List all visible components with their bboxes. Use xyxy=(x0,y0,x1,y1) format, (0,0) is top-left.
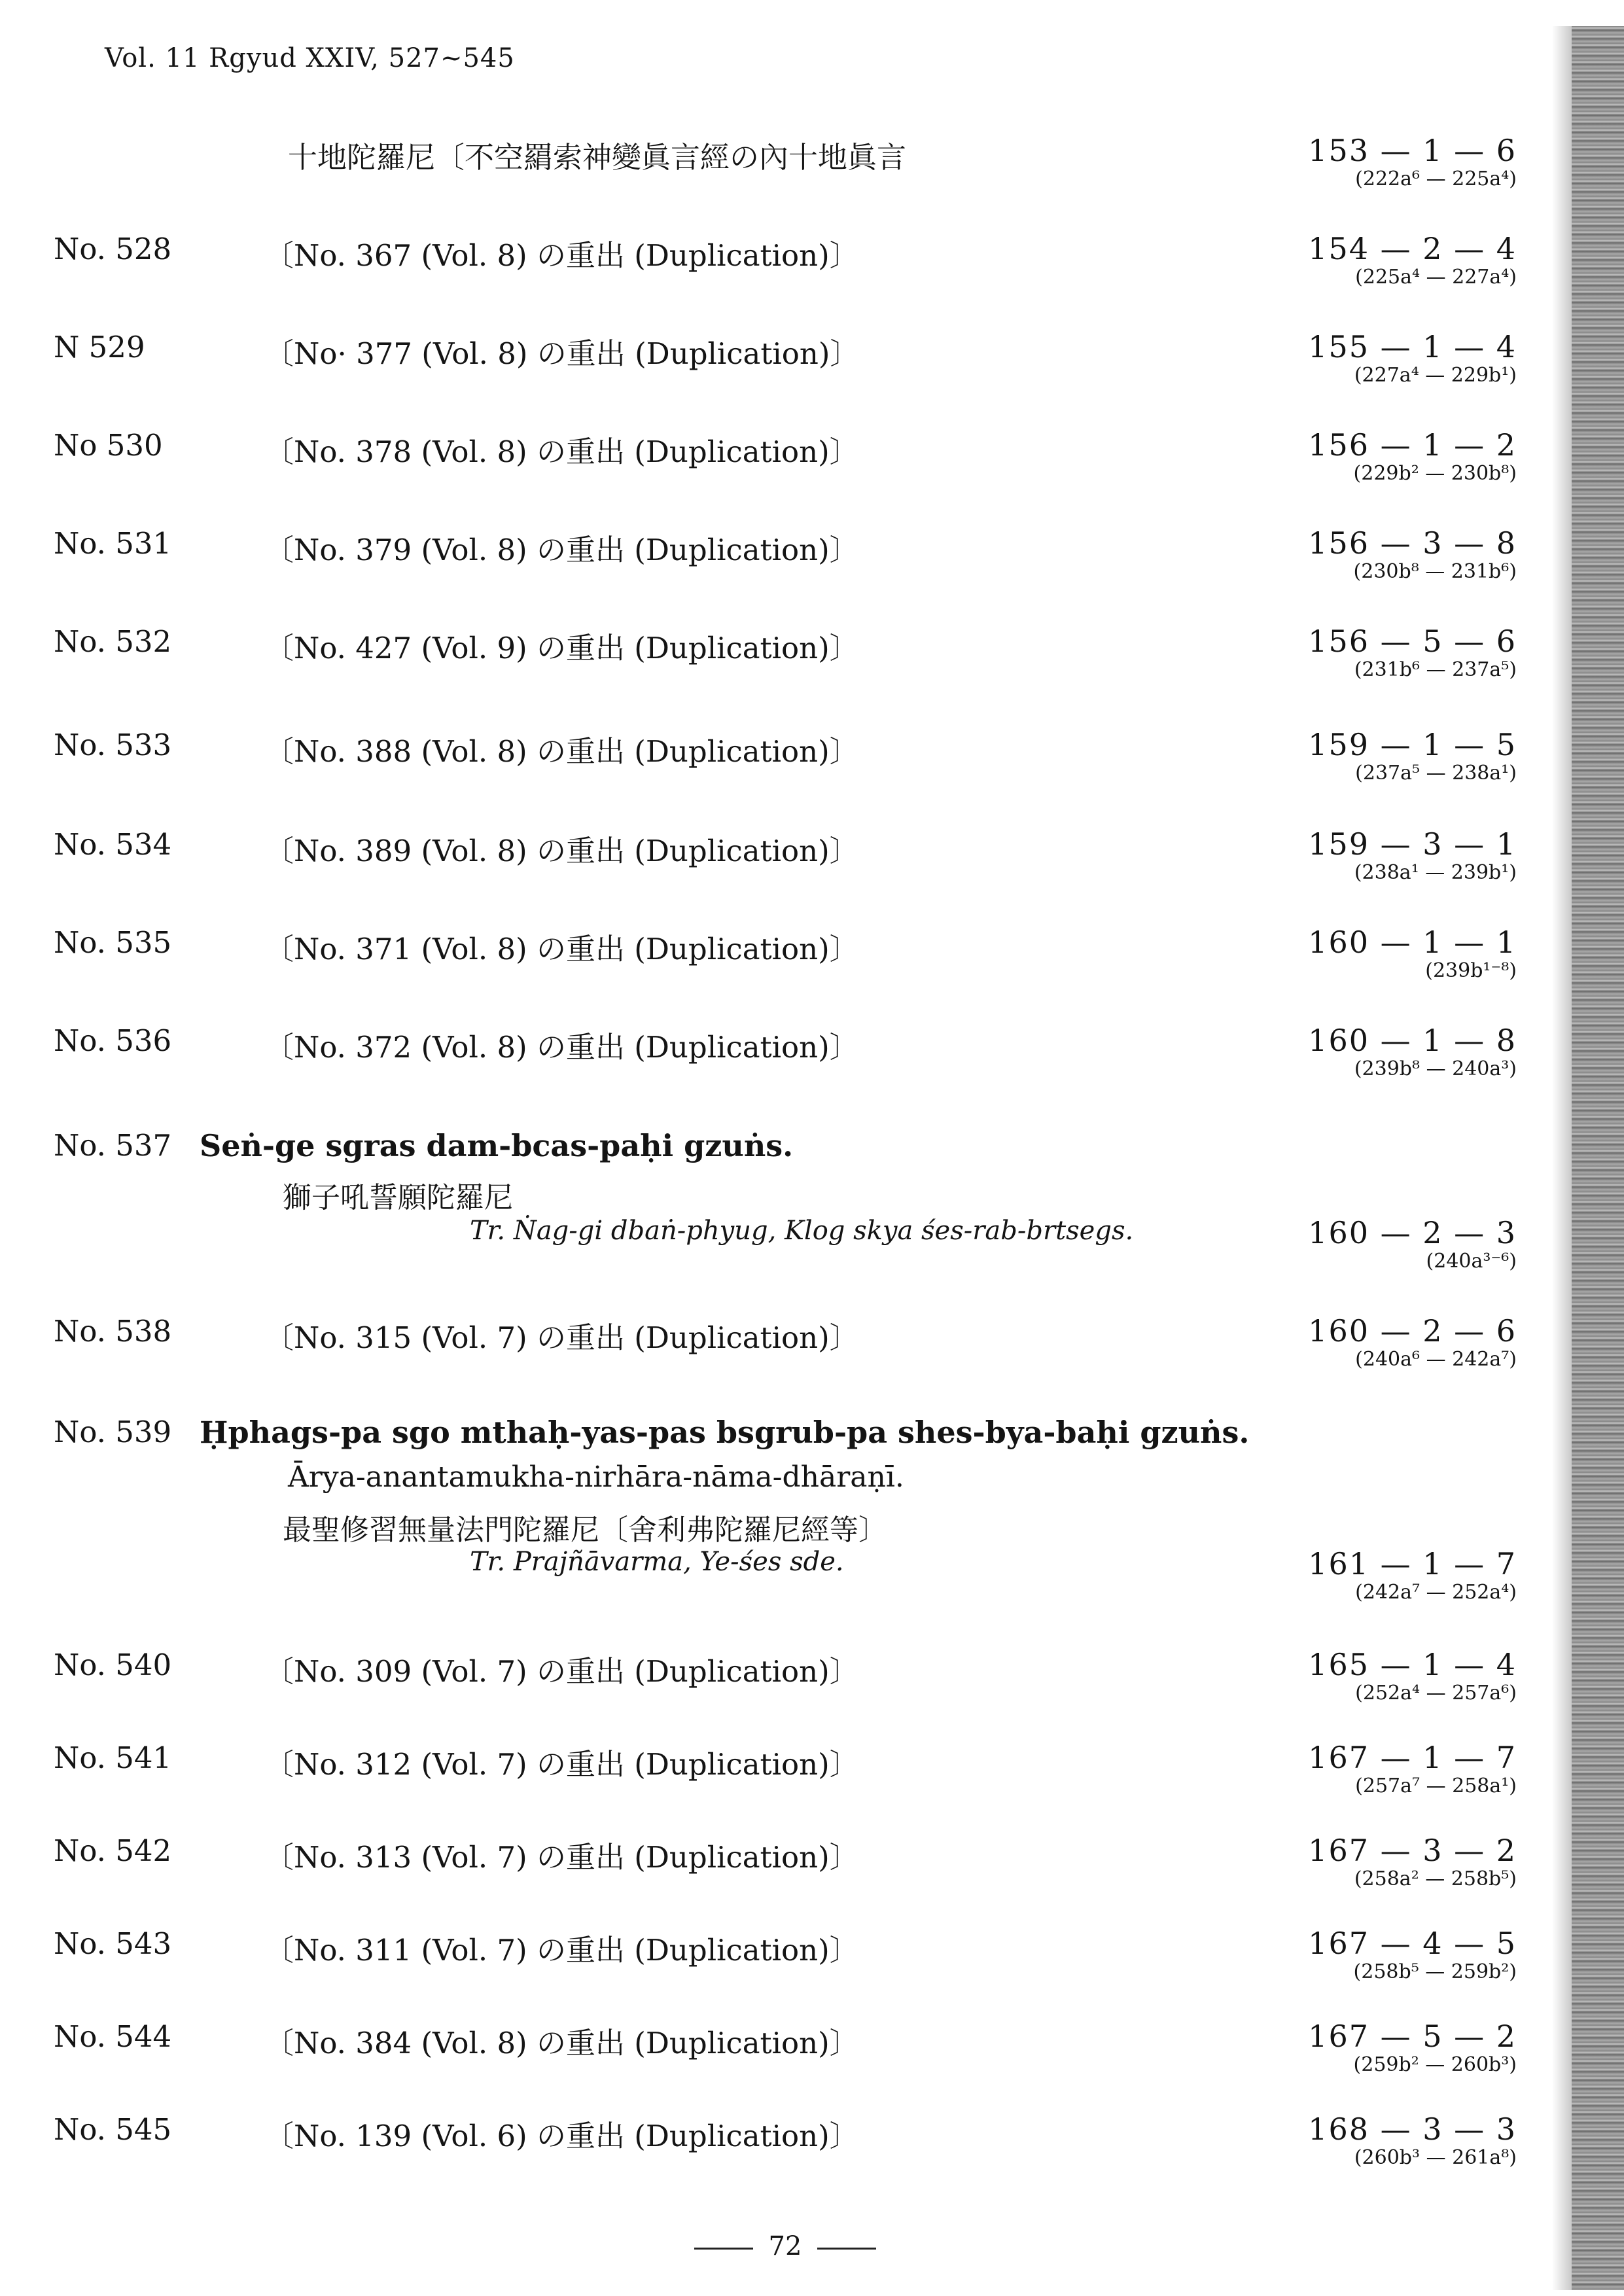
tibetan-title: Seṅ-ge sgras dam-bcas-paḥi gzuṅs. xyxy=(200,1128,794,1163)
entry-description: 〔No. 384 (Vol. 8) の重出 (Duplication)〕 xyxy=(264,2026,859,2060)
sanskrit-title: Ārya-anantamukha-nirhāra-nāma-dhāraṇī. xyxy=(288,1460,904,1494)
folio-range: (225a⁴ — 227a⁴) xyxy=(1355,266,1517,289)
entry-row xyxy=(0,1926,1544,1983)
entry-description: 〔No· 377 (Vol. 8) の重出 (Duplication)〕 xyxy=(264,336,860,371)
location: 155 — 1 — 4 xyxy=(1308,329,1517,364)
entry-row xyxy=(0,925,1544,982)
entry-number: No. 539 xyxy=(54,1415,172,1449)
entry-row xyxy=(0,1313,1544,1371)
entry-reference xyxy=(1308,1648,1517,1705)
location: 167 — 3 — 2 xyxy=(1308,1833,1517,1868)
location: 156 — 1 — 2 xyxy=(1308,427,1517,463)
location: 167 — 1 — 7 xyxy=(1308,1740,1517,1775)
entry-row xyxy=(0,427,1544,485)
entry-reference xyxy=(1308,1216,1517,1273)
entry-number: No 530 xyxy=(54,428,163,463)
folio-rule-right xyxy=(817,2248,876,2250)
folio-range: (258a² — 258b⁵) xyxy=(1354,1867,1517,1890)
folio-range: (252a⁴ — 257a⁶) xyxy=(1355,1682,1517,1704)
entry-row xyxy=(0,624,1544,681)
folio-range: (229b² — 230b⁸) xyxy=(1353,462,1517,485)
folio-range: (240a³⁻⁶) xyxy=(1426,1250,1517,1273)
entry-number: No. 542 xyxy=(54,1833,172,1868)
entry-reference xyxy=(1308,827,1517,885)
entry-reference xyxy=(1308,428,1517,486)
entry-number: No. 538 xyxy=(54,1314,172,1349)
entry-row xyxy=(0,525,1544,583)
top-entry-title: 十地陀羅尼〔不空羂索神變眞言經の內十地眞言 xyxy=(288,140,907,175)
entry-reference xyxy=(1308,2112,1517,2170)
entry-description: 〔No. 427 (Vol. 9) の重出 (Duplication)〕 xyxy=(264,631,859,665)
folio-range: (231b⁶ — 237a⁵) xyxy=(1354,658,1517,681)
entry-row xyxy=(0,1740,1544,1797)
location: 153 — 1 — 6 xyxy=(1308,133,1517,168)
entry-number: No. 544 xyxy=(54,2019,172,2054)
entry-description: 〔No. 311 (Vol. 7) の重出 (Duplication)〕 xyxy=(264,1933,859,1968)
entry-539-sanskrit-row xyxy=(0,1460,1544,1494)
folio-range: (240a⁶ — 242a⁷) xyxy=(1355,1348,1517,1371)
page-edge-scan-artifact xyxy=(1572,26,1624,2290)
location: 160 — 2 — 6 xyxy=(1308,1313,1517,1349)
location: 161 — 1 — 7 xyxy=(1308,1546,1517,1581)
entry-reference xyxy=(1308,925,1517,983)
entry-539-cjk-row xyxy=(0,1506,1544,1547)
entry-number: No. 535 xyxy=(54,925,172,960)
entry-row xyxy=(0,826,1544,884)
chinese-title: 獅子吼誓願陀羅尼 xyxy=(283,1181,513,1214)
folio-range: (238a¹ — 239b¹) xyxy=(1354,861,1517,884)
entry-537 xyxy=(0,1128,1544,1163)
location: 168 — 3 — 3 xyxy=(1308,2111,1517,2147)
location: 159 — 1 — 5 xyxy=(1308,727,1517,762)
location: 165 — 1 — 4 xyxy=(1308,1647,1517,1682)
entry-reference xyxy=(1308,1023,1517,1081)
folio-range: (237a⁵ — 238a¹) xyxy=(1355,762,1517,785)
running-head: Vol. 11 Rgyud XXIV, 527~545 xyxy=(105,43,515,73)
entry-number: No. 528 xyxy=(54,232,172,266)
entry-reference xyxy=(1308,1833,1517,1891)
location: 160 — 1 — 8 xyxy=(1308,1023,1517,1058)
entry-reference xyxy=(1308,2019,1517,2077)
folio-range: (222a⁶ — 225a⁴) xyxy=(1355,168,1517,190)
entry-reference xyxy=(1308,1740,1517,1798)
entry-row xyxy=(0,1023,1544,1080)
entry-number: No. 532 xyxy=(54,624,172,659)
folio-range: (260b³ — 261a⁸) xyxy=(1354,2146,1517,2169)
folio-range: (230b⁸ — 231b⁶) xyxy=(1353,560,1517,583)
entry-description: 〔No. 388 (Vol. 8) の重出 (Duplication)〕 xyxy=(264,734,859,769)
entry-description: 〔No. 315 (Vol. 7) の重出 (Duplication)〕 xyxy=(264,1320,859,1355)
top-entry-reference xyxy=(1308,133,1517,191)
entry-number: No. 534 xyxy=(54,827,172,862)
entry-reference xyxy=(1308,624,1517,682)
page-number-text: 72 xyxy=(768,2231,802,2261)
entry-number: No. 545 xyxy=(54,2112,172,2147)
entry-reference xyxy=(1308,1547,1517,1604)
entry-description: 〔No. 139 (Vol. 6) の重出 (Duplication)〕 xyxy=(264,2119,859,2153)
folio-range: (239b⁸ — 240a³) xyxy=(1354,1057,1517,1080)
entry-description: 〔No. 389 (Vol. 8) の重出 (Duplication)〕 xyxy=(264,834,859,868)
location: 156 — 3 — 8 xyxy=(1308,525,1517,561)
folio-rule-left xyxy=(694,2248,753,2250)
entry-reference xyxy=(1308,1314,1517,1371)
entry-description: 〔No. 371 (Vol. 8) の重出 (Duplication)〕 xyxy=(264,932,859,966)
folio-range: (239b¹⁻⁸) xyxy=(1425,959,1517,982)
location: 167 — 4 — 5 xyxy=(1308,1926,1517,1961)
entry-description: 〔No. 312 (Vol. 7) の重出 (Duplication)〕 xyxy=(264,1747,859,1782)
location: 156 — 5 — 6 xyxy=(1308,624,1517,659)
entry-number: No. 540 xyxy=(54,1648,172,1682)
page-edge-shadow xyxy=(1552,26,1572,2290)
entry-reference xyxy=(1308,526,1517,584)
folio-range: (257a⁷ — 258a¹) xyxy=(1355,1775,1517,1797)
entry-row xyxy=(0,1833,1544,1890)
entry-reference xyxy=(1308,1926,1517,1984)
entry-description: 〔No. 367 (Vol. 8) の重出 (Duplication)〕 xyxy=(264,238,859,273)
folio-range: (258b⁵ — 259b²) xyxy=(1353,1960,1517,1983)
entry-description: 〔No. 378 (Vol. 8) の重出 (Duplication)〕 xyxy=(264,434,859,469)
top-entry xyxy=(0,133,1544,190)
entry-reference xyxy=(1308,232,1517,289)
folio-range: (259b² — 260b³) xyxy=(1353,2053,1517,2076)
location: 154 — 2 — 4 xyxy=(1308,231,1517,266)
location: 160 — 1 — 1 xyxy=(1308,925,1517,960)
entry-number: No. 537 xyxy=(54,1128,172,1163)
location: 160 — 2 — 3 xyxy=(1308,1215,1517,1250)
entry-row xyxy=(0,2019,1544,2076)
chinese-title: 最聖修習無量法門陀羅尼〔舍利弗陀羅尼經等〕 xyxy=(283,1513,887,1547)
tibetan-title: Ḥphags-pa sgo mthaḥ-yas-pas bsgrub-pa shes-bya-baḥi gzuṅs. xyxy=(200,1415,1250,1450)
entry-reference xyxy=(1308,728,1517,785)
translator-line: Tr. Ṅag-gi dbaṅ-phyug, Klog skya śes-rab-brtsegs. xyxy=(470,1216,1134,1246)
entry-description: 〔No. 313 (Vol. 7) の重出 (Duplication)〕 xyxy=(264,1840,859,1875)
entry-description: 〔No. 309 (Vol. 7) の重出 (Duplication)〕 xyxy=(264,1654,859,1689)
entry-row xyxy=(0,2111,1544,2169)
entry-number: N 529 xyxy=(54,330,145,364)
translator-line: Tr. Prajñāvarma, Ye-śes sde. xyxy=(470,1547,844,1577)
entry-number: No. 536 xyxy=(54,1023,172,1058)
entry-number: No. 541 xyxy=(54,1740,172,1775)
entry-description: 〔No. 372 (Vol. 8) の重出 (Duplication)〕 xyxy=(264,1030,859,1065)
entry-number: No. 533 xyxy=(54,728,172,762)
entry-description: 〔No. 379 (Vol. 8) の重出 (Duplication)〕 xyxy=(264,533,859,567)
location: 159 — 3 — 1 xyxy=(1308,826,1517,862)
location: 167 — 5 — 2 xyxy=(1308,2019,1517,2054)
folio-range: (227a⁴ — 229b¹) xyxy=(1354,364,1517,387)
folio-range: (242a⁷ — 252a⁴) xyxy=(1355,1581,1517,1604)
entry-number: No. 531 xyxy=(54,526,172,561)
entry-number: No. 543 xyxy=(54,1926,172,1961)
entry-reference xyxy=(1308,330,1517,387)
page-number xyxy=(0,2231,1570,2261)
